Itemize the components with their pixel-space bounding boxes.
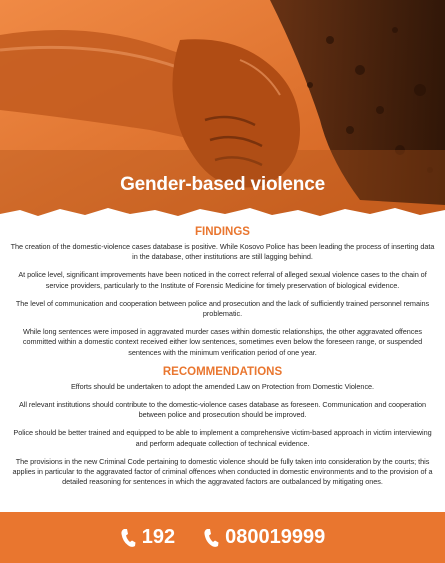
findings-paragraph: At police level, significant improvements have been noticed in the correct referral of alleged sexual violence cases to the chain of service providers, particularly to the Institute of Forensic Medicine for timely preservation of biological evidence. xyxy=(18,270,427,290)
hotline-number: 080019999 xyxy=(225,526,326,548)
findings-paragraph: While long sentences were imposed in aggravated murder cases within domestic relationships, the other aggravated offences committed within a domestic context received either low sentences, sometimes even below the foreseen range, or suspended sentences with the minimum verification period of one year. xyxy=(22,327,423,357)
findings-paragraph: The level of communication and cooperation between police and prosecution and the lack of sufficiently trained personnel remains problematic. xyxy=(15,298,430,319)
content-body xyxy=(10,226,435,495)
phone-icon xyxy=(120,528,136,548)
recommendation-paragraph: All relevant institutions should contribute to the domestic-violence cases database as foreseen. Communication and cooperation between police and prosecution should be improved. xyxy=(18,400,427,420)
phone-icon xyxy=(203,528,219,548)
hotline-192[interactable] xyxy=(120,526,175,549)
hero-title: Gender-based violence xyxy=(120,174,325,195)
recommendation-paragraph: The provisions in the new Criminal Code pertaining to domestic violence should be fully taken into consideration by the courts; this applies in particular to the aggravated factor of criminal offences when conducted in domestic environments and to the provision of a detailed reasoning for sentences in which the aggravated factors are outbalanced by mitigating ones. xyxy=(12,456,433,487)
footer-hotlines xyxy=(0,512,445,563)
recommendations-heading: RECOMMENDATIONS xyxy=(162,365,283,378)
findings-paragraph: The creation of the domestic-violence cases database is positive. While Kosovo Police has been leading the process of inserting data in the database, other institutions are still lagging behind. xyxy=(10,242,435,262)
hotline-080019999[interactable] xyxy=(203,526,325,549)
recommendation-paragraph: Efforts should be undertaken to adopt the amended Law on Protection from Domestic Violence. xyxy=(70,381,375,391)
findings-heading: FINDINGS xyxy=(195,226,250,238)
recommendation-paragraph: Police should be better trained and equipped to be able to implement a comprehensive victim-based approach in victim interviewing and perform adequate collection of technical evidence. xyxy=(13,428,432,448)
hotline-number: 192 xyxy=(141,526,176,548)
hero-banner xyxy=(0,0,445,228)
